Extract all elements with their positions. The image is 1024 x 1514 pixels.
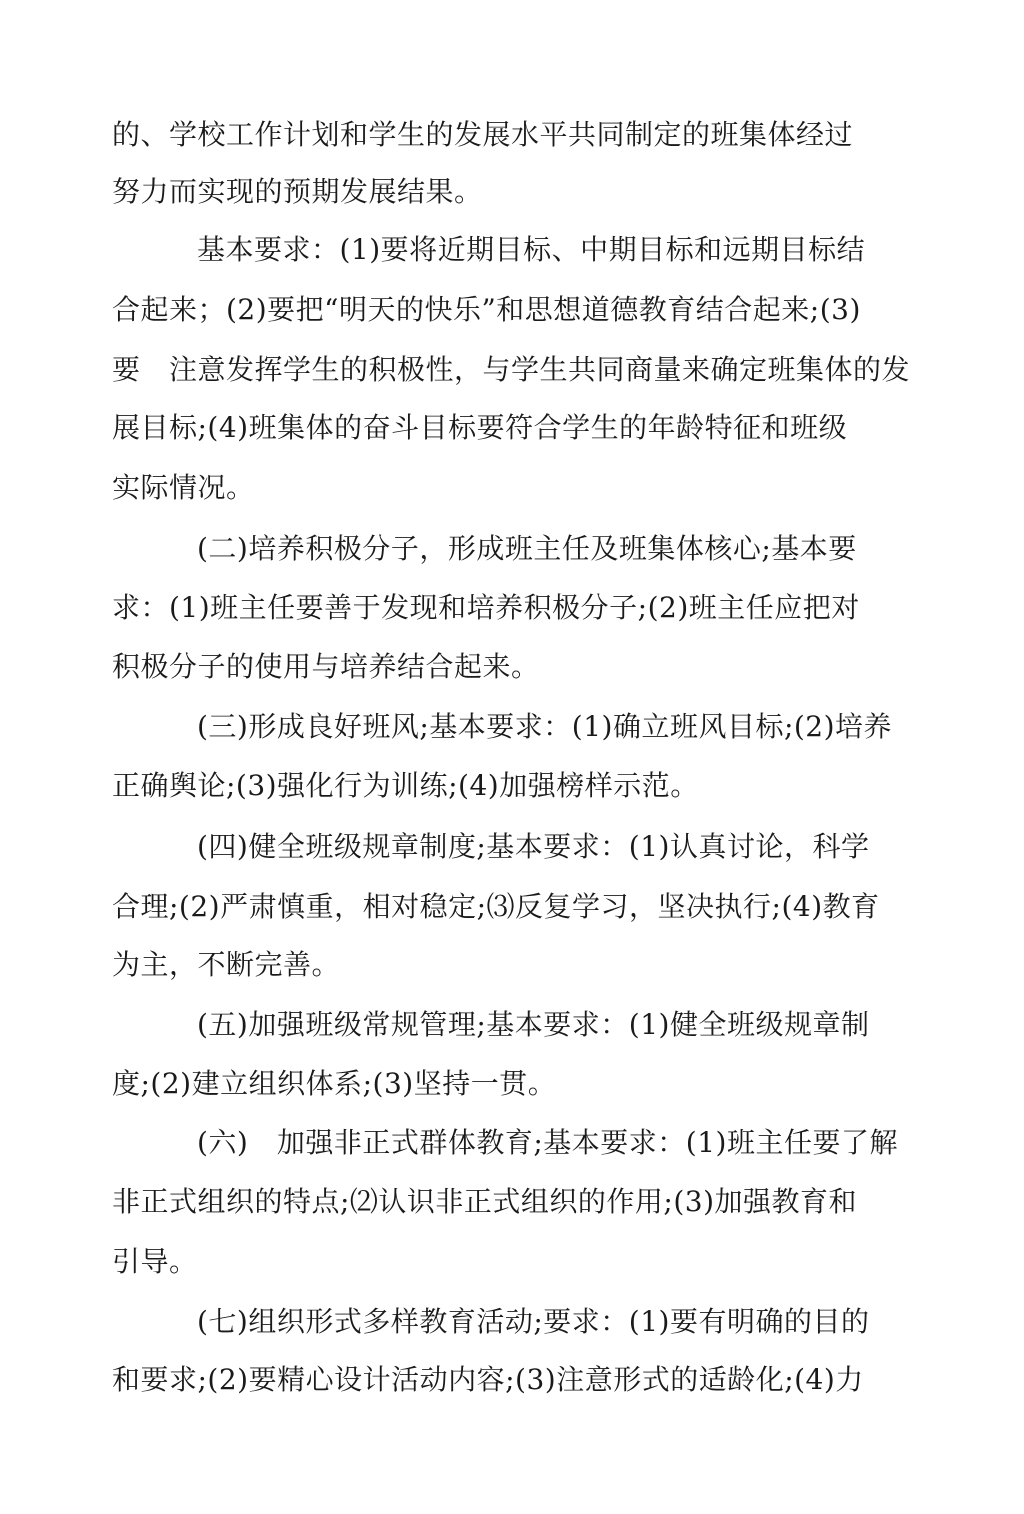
paragraph-start-line: (五)加强班级常规管理;基本要求：(1)健全班级规章制 [197,1008,870,1041]
paragraph-start-line: 基本要求：(1)要将近期目标、中期目标和远期目标结 [197,233,866,266]
text-line: 合理;(2)严肃慎重，相对稳定;⑶反复学习，坚决执行;(4)教育 [112,890,880,923]
text-line: 努力而实现的预期发展结果。 [112,175,483,208]
paragraph-start-line: (七)组织形式多样教育活动;要求：(1)要有明确的目的 [197,1305,870,1338]
paragraph-start-line: (四)健全班级规章制度;基本要求：(1)认真讨论，科学 [197,830,870,863]
text-line: 实际情况。 [112,471,255,504]
text-line: 要 注意发挥学生的积极性，与学生共同商量来确定班集体的发 [112,353,911,386]
paragraph-start-line: (二)培养积极分子，形成班主任及班集体核心;基本要 [197,532,857,565]
paragraph-start-line: (三)形成良好班风;基本要求：(1)确立班风目标;(2)培养 [197,710,893,743]
text-line: 积极分子的使用与培养结合起来。 [112,650,540,683]
text-line: 的、学校工作计划和学生的发展水平共同制定的班集体经过 [112,118,854,151]
text-line: 合起来；(2)要把“明天的快乐”和思想道德教育结合起来;(3) [112,293,861,326]
text-line: 求：(1)班主任要善于发现和培养积极分子;(2)班主任应把对 [112,591,860,624]
text-line: 度;(2)建立组织体系;(3)坚持一贯。 [112,1067,557,1100]
text-line: 引导。 [112,1245,198,1278]
text-line: 正确舆论;(3)强化行为训练;(4)加强榜样示范。 [112,769,699,802]
text-line: 展目标;(4)班集体的奋斗目标要符合学生的年龄特征和班级 [112,411,848,444]
text-line: 和要求;(2)要精心设计活动内容;(3)注意形式的适龄化;(4)力 [112,1363,864,1396]
text-line: 非正式组织的特点;⑵认识非正式组织的作用;(3)加强教育和 [112,1185,858,1218]
text-line: 为主，不断完善。 [112,948,341,981]
paragraph-start-line: (六) 加强非正式群体教育;基本要求：(1)班主任要了解 [197,1126,898,1159]
